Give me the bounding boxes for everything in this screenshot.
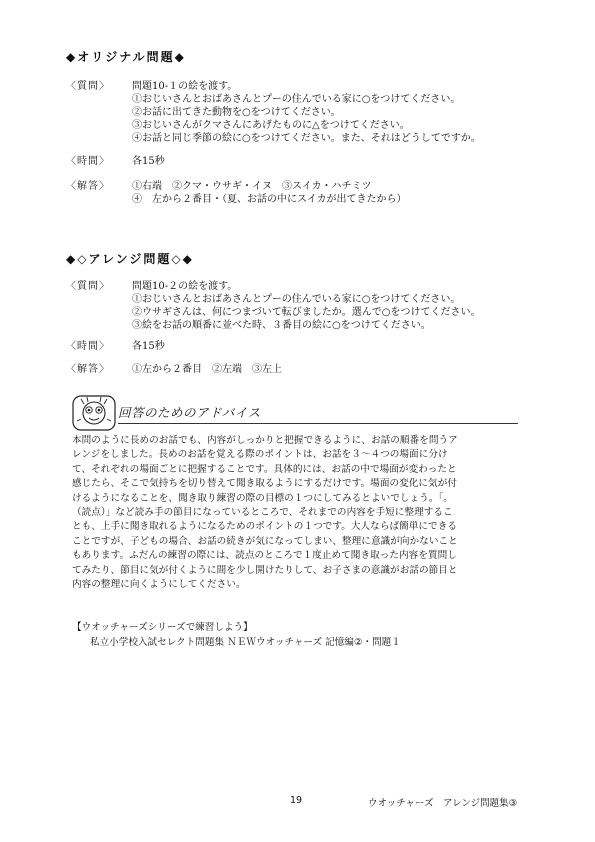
- mascot-icon: [72, 395, 116, 431]
- answer-line: ①左から２番目 ②左端 ③左上: [132, 364, 282, 375]
- arrange-section-title: ◆◇アレンジ問題◇◆: [66, 252, 194, 266]
- footer-series: ウオッチャーズ アレンジ問題集③: [368, 798, 518, 809]
- question-line: ③絵をお話の順番に並べた時、３番目の絵に○をつけてください。: [132, 320, 431, 331]
- time-value: 各15秒: [132, 156, 165, 167]
- advice-line: てみたり、節目に気が付くように間を少し開けたりして、お子さまの意識がお話の節目と: [72, 564, 458, 576]
- advice-header: [70, 395, 520, 431]
- original-section-title: ◆オリジナル問題◆: [66, 50, 186, 64]
- time-label: 〈時間〉: [66, 341, 110, 352]
- time-label: 〈時間〉: [66, 156, 110, 167]
- question-line: ②お話に出てきた動物を○をつけてください。: [132, 107, 341, 118]
- question-line: ②ウサギさんは、何につまづいて転びましたか。選んで○をつけてください。: [132, 307, 481, 318]
- answer-label: 〈解答〉: [66, 364, 110, 375]
- advice-line: 感じたら、そこで気持ちを切り替えて聞き取るようにするだけです。場面の変化に気が付: [72, 478, 457, 490]
- answer-label: 〈解答〉: [66, 181, 110, 192]
- advice-line: （読点）」など読み手の節目になっているところで、それまでの内容を手短に整理するこ: [72, 507, 453, 519]
- advice-line: もあります。ふだんの練習の際には、読点のところで１度止めて聞き取った内容を質問し: [72, 550, 457, 562]
- question-line: ③おじいさんがクマさんにあげたものに△をつけてください。: [132, 120, 410, 131]
- advice-body: [72, 434, 522, 592]
- advice-title: 回答のためのアドバイス: [118, 405, 261, 420]
- question-line: 問題10-２の絵を渡す。: [132, 281, 238, 292]
- question-label: 〈質問〉: [66, 81, 110, 92]
- advice-line: レンジをしました。長めのお話を覚える際のポイントは、お話を３～４つの場面に分け: [72, 449, 448, 461]
- time-value: 各15秒: [132, 341, 165, 352]
- practice-line: 私立小学校入試セレクト問題集 ＮＥＷウオッチャーズ 記憶編②・問題１: [90, 637, 401, 648]
- answer-line: ④ 左から２番目・（夏、お話の中にスイカが出てきたから）: [132, 194, 407, 205]
- answer-line: ①右端 ②クマ・ウサギ・イヌ ③スイカ・ハチミツ: [132, 181, 372, 192]
- practice-block: [72, 620, 401, 650]
- question-label: 〈質問〉: [66, 281, 110, 292]
- page-number: 19: [290, 795, 303, 806]
- question-line: 問題10-１の絵を渡す。: [132, 81, 238, 92]
- question-line: ④お話と同じ季節の絵に○をつけてください。また、それはどうしてですか。: [132, 133, 481, 144]
- advice-line: 内容の整理に向くようにしてください。: [72, 579, 246, 591]
- advice-title-rule: [118, 423, 518, 424]
- question-lines: [132, 80, 542, 145]
- advice-line: 本問のように長めのお話でも、内容がしっかりと把握できるように、お話の順番を問うア: [72, 435, 458, 446]
- question-line: ①おじいさんとおばあさんとプーの住んでいる家に○をつけてください。: [132, 94, 461, 105]
- advice-line: とも、上手に聞き取れるようになるためのポイントの１つです。大人ならば簡単にできる: [72, 521, 457, 533]
- practice-heading: 【ウオッチャーズシリーズで練習しよう】: [72, 622, 253, 633]
- advice-line: て、それぞれの場面ごとに把握することです。具体的には、お話の中で場面が変わったと: [72, 463, 457, 475]
- advice-line: ことですが、子どもの場合、お話の続きが気になってしまい、整理に意識が向かないこと: [72, 535, 458, 547]
- advice-line: けるようになることを、聞き取り練習の際の目標の１つにしてみるとよいでしょう。「。: [72, 492, 453, 504]
- question-line: ①おじいさんとおばあさんとプーの住んでいる家に○をつけてください。: [132, 294, 461, 305]
